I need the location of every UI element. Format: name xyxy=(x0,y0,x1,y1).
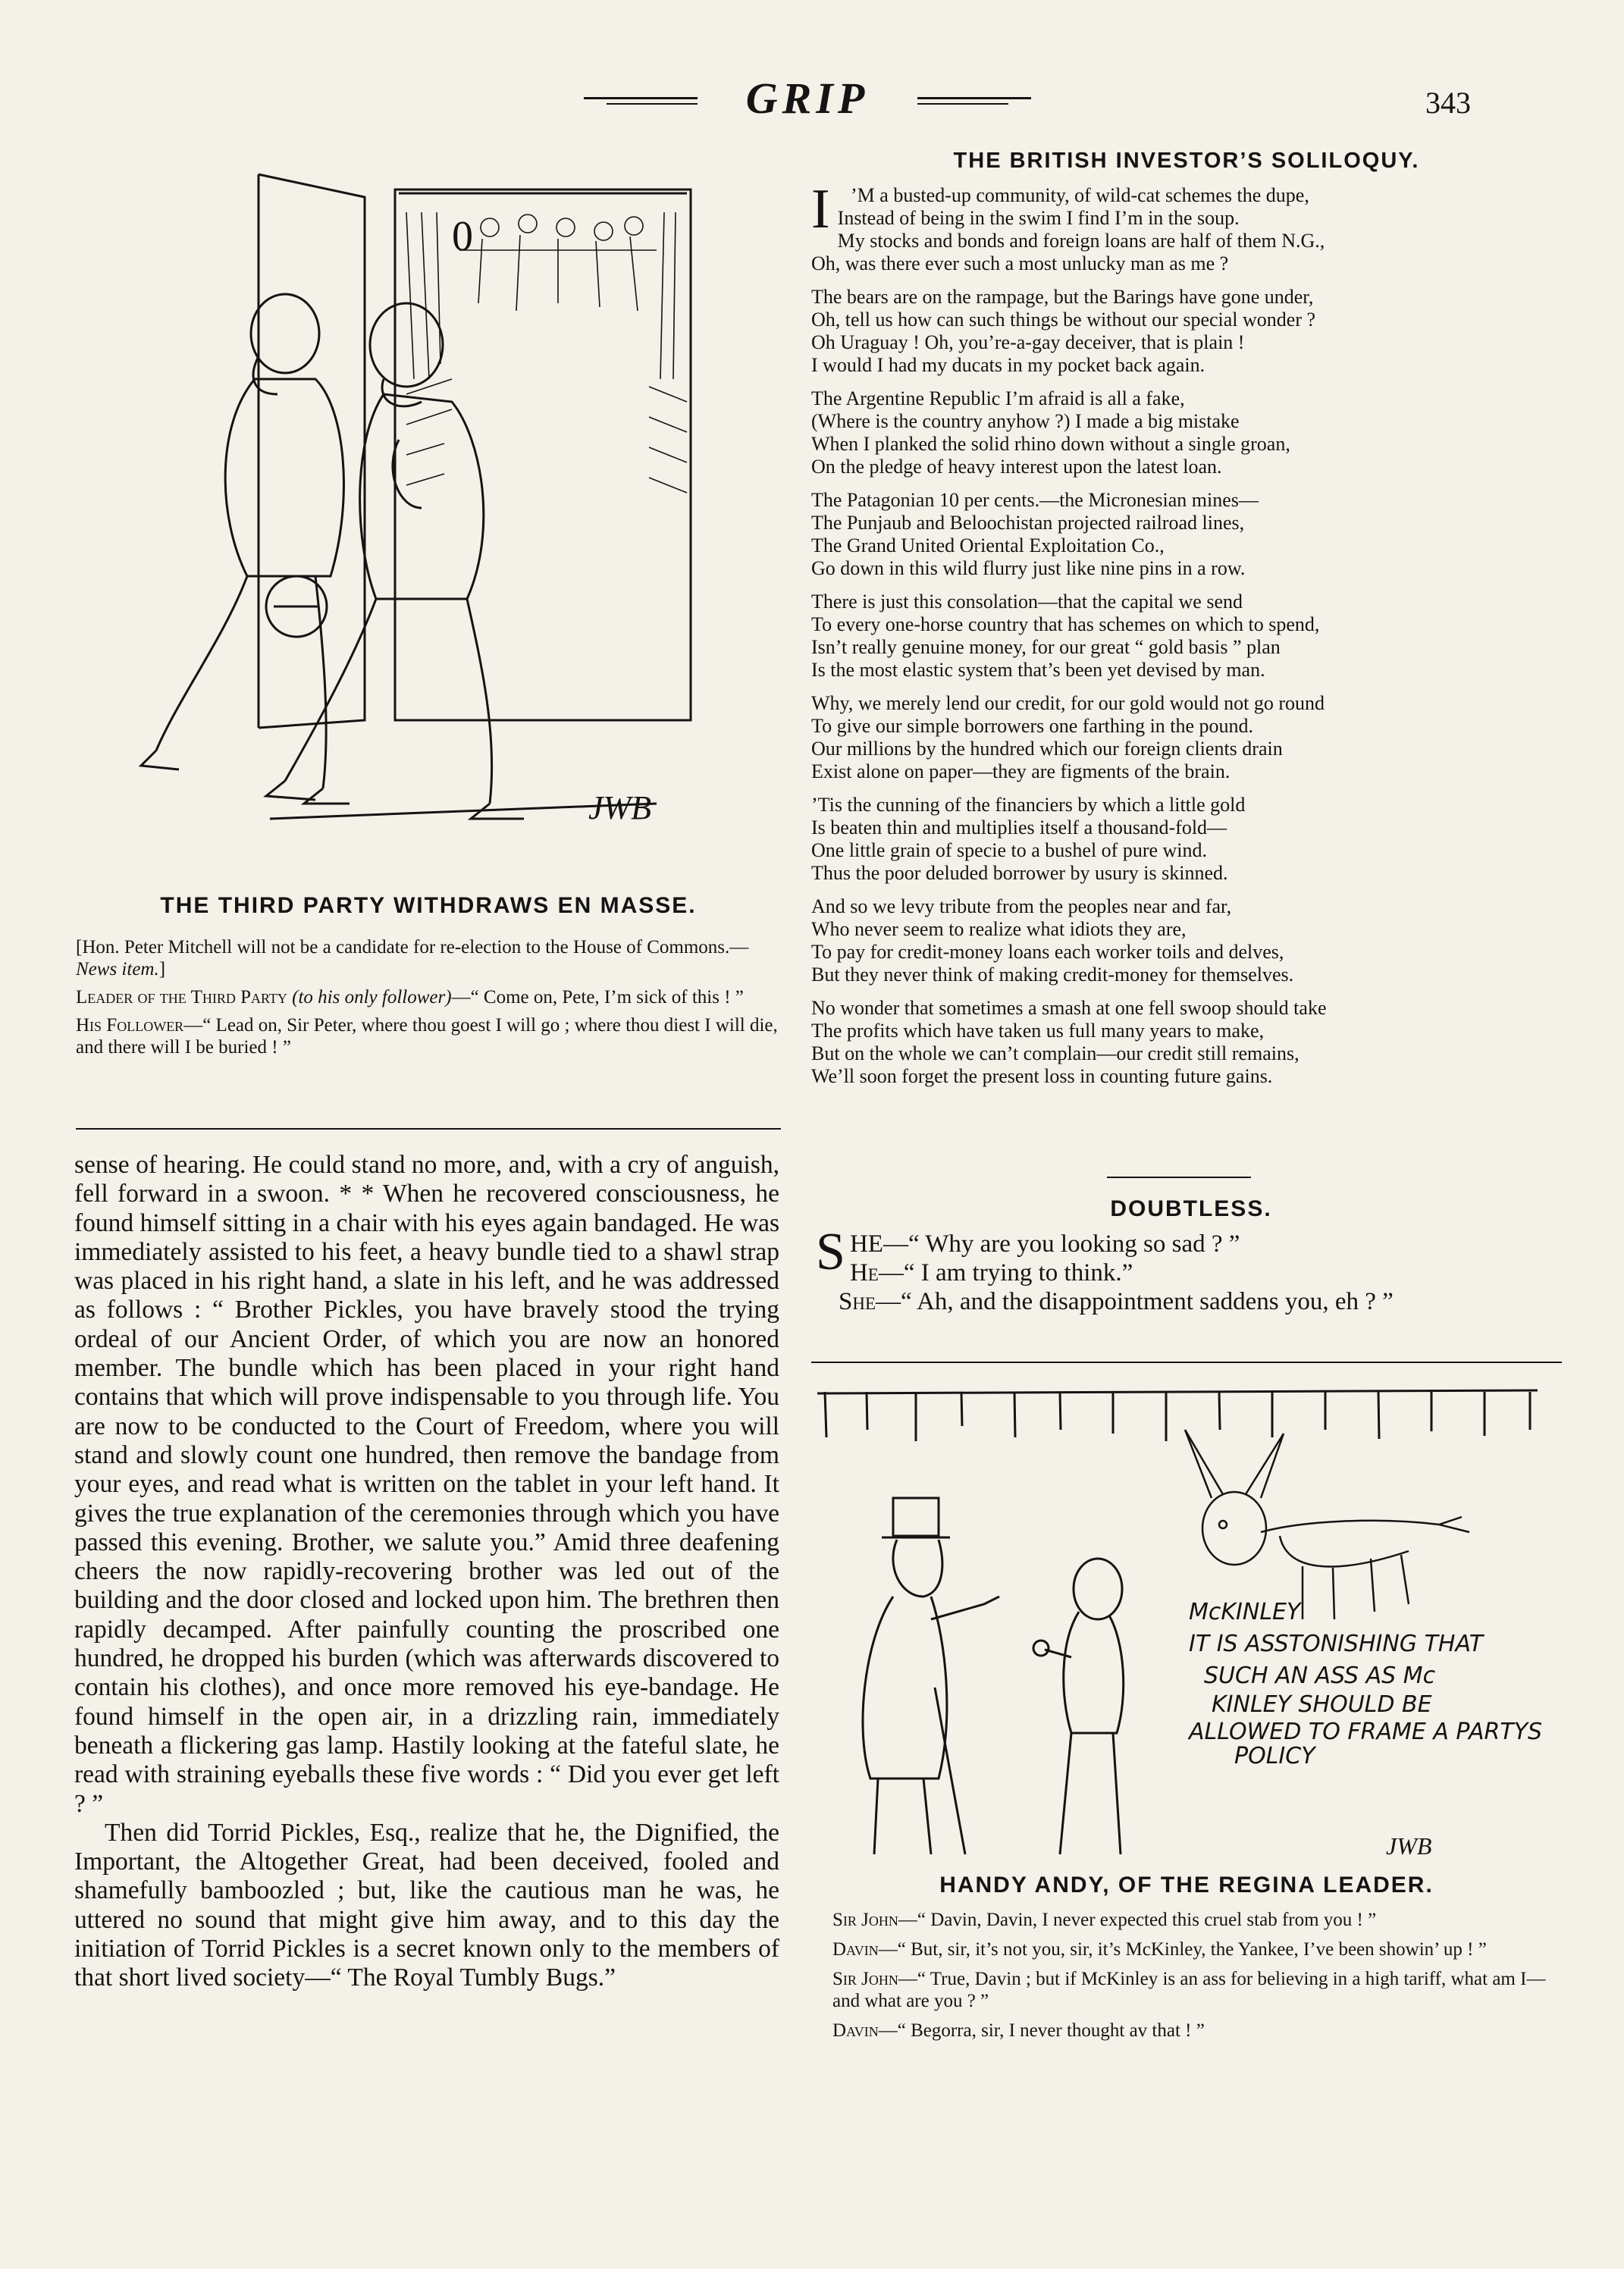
caption-line xyxy=(832,1968,1560,2012)
cartoon-handy-andy-title: HANDY ANDY, OF THE REGINA LEADER. xyxy=(939,1873,1434,1898)
poem-stanza xyxy=(811,387,1562,478)
page-number: 343 xyxy=(1425,86,1471,120)
caption-speaker: Davin xyxy=(832,2020,879,2041)
caption-leader: Leader of the Third Party (to his only follower)—“ Come on, Pete, I’m sick of this ! ” xyxy=(76,987,744,1008)
door-panel xyxy=(259,174,365,728)
chalk-writing xyxy=(1187,1599,1542,1769)
poem-line: Go down in this wild flurry just like nine pins in a row. xyxy=(811,557,1246,579)
poem-line: The Patagonian 10 per cents.—the Micronesian mines— xyxy=(811,489,1259,511)
poem-line: My stocks and bonds and foreign loans are half of them N.G., xyxy=(837,230,1325,252)
poem-stanza xyxy=(811,591,1562,682)
poem-line: Who never seem to realize what idiots they are, xyxy=(811,918,1187,940)
caption-text: —“ True, Davin ; but if McKinley is an ass for believing in a high tariff, what am I—and what are you ? ” xyxy=(832,1969,1546,2011)
cartoon-third-party-title: THE THIRD PARTY WITHDRAWS EN MASSE. xyxy=(160,893,697,918)
masthead-rule-right xyxy=(917,97,1031,99)
caption-text: —“ Begorra, sir, I never thought av that ! ” xyxy=(878,2020,1205,2041)
doubtless-section xyxy=(816,1196,1566,1316)
poem-line: And so we levy tribute from the peoples near and far, xyxy=(811,895,1232,917)
poem-line: The Argentine Republic I’m afraid is all a fake, xyxy=(811,387,1185,409)
chalk-line: KINLEY SHOULD BE xyxy=(1212,1691,1432,1718)
poem-title: THE BRITISH INVESTOR’S SOLILOQUY. xyxy=(953,149,1420,173)
story-paragraph: Then did Torrid Pickles, Esq., realize that he, the Dignified, the Important, the Altogether Great, had been deceived, fooled and shamefully bamboozled ; but, like the cautious man he was, he uttered no sound that might give him away, and to this day the initiation of Torrid Pickles is a secret known only to the members of that short lived society—“ The Royal Tumbly Bugs.” xyxy=(74,1818,779,1992)
door-mark: 0 xyxy=(452,213,473,260)
cartoon-third-party-caption xyxy=(76,936,781,1064)
masthead-title: GRIP xyxy=(745,74,870,123)
story-column xyxy=(74,1151,779,1993)
poem-line: There is just this consolation—that the capital we send xyxy=(811,591,1243,613)
caption-text: —“ Davin, Davin, I never expected this cruel stab from you ! ” xyxy=(898,1910,1377,1930)
poem-line: (Where is the country anyhow ?) I made a big mistake xyxy=(811,410,1240,432)
poem-line: To every one-horse country that has schemes on which to spend, xyxy=(811,613,1320,635)
poem-line: The profits which have taken us full many years to make, xyxy=(811,1020,1265,1042)
doubtless-title: DOUBTLESS. xyxy=(1110,1196,1272,1221)
poem-line: Our millions by the hundred which our foreign clients drain xyxy=(811,738,1283,760)
cartoon-handy-andy-caption xyxy=(832,1909,1560,2049)
cartoon-signature: JWB xyxy=(588,789,652,826)
poem-stanza xyxy=(811,794,1562,885)
poem-line: Is the most elastic system that’s been yet devised by man. xyxy=(811,659,1265,681)
caption-line xyxy=(832,1938,1560,1960)
poem-line: We’ll soon forget the present loss in counting future gains. xyxy=(811,1065,1273,1087)
cartoon-third-party-drawing xyxy=(133,152,770,910)
crowd-hatching xyxy=(406,212,687,493)
poem-stanza xyxy=(811,692,1562,783)
poem-stanza xyxy=(811,997,1562,1088)
dialogue-line: SHE—“ Why are you looking so sad ? ” xyxy=(816,1223,1240,1281)
divider-rule xyxy=(811,1362,1562,1363)
follower-figure xyxy=(141,294,350,804)
dialogue-line: She—“ Ah, and the disappointment saddens you, eh ? ” xyxy=(839,1288,1394,1315)
poem-line: To pay for credit-money loans each worker toils and delves, xyxy=(811,941,1284,963)
caption-follower: His Follower—“ Lead on, Sir Peter, where thou goest I will go ; where thou diest I will die, and there will I be buried ! ” xyxy=(76,1015,778,1058)
caption-note: [Hon. Peter Mitchell will not be a candidate for re-election to the House of Commons.—News item.] xyxy=(76,937,749,979)
poem-stanzas xyxy=(811,286,1562,1088)
short-divider xyxy=(1107,1177,1251,1178)
poem-line: To give our simple borrowers one farthing in the pound. xyxy=(811,715,1254,737)
story-paragraph: sense of hearing. He could stand no more, and, with a cry of anguish, fell forward in a swoon. * * When he recovered consciousness, he found himself sitting in a chair with his eyes again bandaged. He was immediately assisted to his feet, a heavy bundle tied to a shawl strap was placed in his right hand, a slate in his left, and he was addressed as follows : “ Brother Pickles, you have bravely stood the trying ordeal of our Ancient Order, of which you are now an honored member. The bundle which has been placed in your right hand contains that which will prove indispensable to you through life. You are now to be conducted to the Court of Freedom, where you will stand and slowly count one hundred, then remove the bandage from your eyes, and read what is written on the tablet in your left hand. It gives the true explanation of the ceremonies through which you have passed this evening. Brother, we salute you.” Amid three deafening cheers the now rapidly-recovering brother was led out of the building and the door closed and locked upon him. The brethren then rapidly decamped. After painfully counting the proscribed one hundred, he dropped his burden (which was afterwards discovered to contain his clothes), and once more removed his eye-bandage. He found himself in the open air, in a drizzling rain, immediately beneath a flickering gas lamp. Hastily looking at the fateful slate, he read with straining eyeballs these five words : “ Did you ever get left ? ” xyxy=(74,1151,779,1818)
poem-line: Exist alone on paper—they are figments of the brain. xyxy=(811,760,1231,782)
poem-line: Isn’t really genuine money, for our great “ gold basis ” plan xyxy=(811,636,1281,658)
dialogue-line: He—“ I am trying to think.” xyxy=(849,1259,1133,1286)
davin-figure xyxy=(1033,1559,1124,1854)
poem-line: The bears are on the rampage, but the Barings have gone under, xyxy=(811,286,1314,308)
donkey-drawing xyxy=(1185,1430,1469,1619)
chalk-line: SUCH AN ASS AS Mc xyxy=(1204,1663,1436,1689)
poem-line: Oh Uraguay ! Oh, you’re-a-gay deceiver, that is plain ! xyxy=(811,331,1245,353)
caption-line xyxy=(832,1909,1560,1931)
masthead-rule-left-2 xyxy=(607,103,698,105)
poem-line: On the pledge of heavy interest upon the latest loan. xyxy=(811,456,1222,478)
poem-stanza xyxy=(811,895,1562,986)
caption-speaker: Sir John xyxy=(832,1910,898,1930)
poem-line: Is beaten thin and multiplies itself a thousand-fold— xyxy=(811,816,1227,838)
chalk-line: IT IS ASSTONISHING THAT xyxy=(1189,1631,1484,1657)
poem-column xyxy=(811,149,1562,1098)
masthead-rule-left xyxy=(584,97,698,99)
caption-text: —“ But, sir, it’s not you, sir, it’s McKinley, the Yankee, I’ve been showin’ up ! ” xyxy=(878,1939,1487,1960)
chalk-line: POLICY xyxy=(1234,1743,1315,1769)
poem-line: But they never think of making credit-money for themselves. xyxy=(811,964,1294,986)
poem-stanza xyxy=(811,489,1562,580)
doubtless-dialogue xyxy=(816,1223,1566,1316)
poem-line: Instead of being in the swim I find I’m in the soup. xyxy=(837,207,1240,229)
poem-line: But on the whole we can’t complain—our credit still remains, xyxy=(811,1042,1300,1064)
poem-line: The Punjaub and Beloochistan projected railroad lines, xyxy=(811,512,1245,534)
caption-line xyxy=(832,2020,1560,2042)
masthead xyxy=(561,73,1054,133)
poem-stanza xyxy=(811,286,1562,377)
chalk-line: ALLOWED TO FRAME A PARTYS xyxy=(1189,1719,1543,1745)
caption-speaker: Sir John xyxy=(832,1969,898,1989)
poem-line: I would I had my ducats in my pocket back again. xyxy=(811,354,1205,376)
chalk-line: McKINLEY xyxy=(1189,1599,1301,1625)
poem-line: When I planked the solid rhino down without a single groan, xyxy=(811,433,1290,455)
cartoon-handy-andy-drawing xyxy=(810,1369,1565,1869)
sir-john-figure xyxy=(863,1498,999,1854)
poem-line: No wonder that sometimes a smash at one fell swoop should take xyxy=(811,997,1327,1019)
caption-speaker: Davin xyxy=(832,1939,879,1960)
poem-line: Thus the poor deluded borrower by usury is skinned. xyxy=(811,862,1228,884)
cartoon-handy-andy xyxy=(810,1369,1565,1869)
poem-line: ’Tis the cunning of the financiers by which a little gold xyxy=(811,794,1246,816)
poem-line: One little grain of specie to a bushel of pure wind. xyxy=(811,839,1208,861)
cartoon-signature: JWB xyxy=(1386,1832,1432,1860)
poem-dropcap: I xyxy=(811,178,830,240)
poem-line: Oh, tell us how can such things be without our special wonder ? xyxy=(811,309,1316,331)
poem-line: The Grand United Oriental Exploitation Co., xyxy=(811,534,1165,556)
poem-line: ’M a busted-up community, of wild-cat schemes the dupe, xyxy=(851,184,1309,206)
cartoon-third-party xyxy=(133,152,770,910)
poem-stanza-first xyxy=(811,178,1562,275)
poem-line: Why, we merely lend our credit, for our gold would not go round xyxy=(811,692,1325,714)
divider-rule xyxy=(76,1128,781,1130)
masthead-rule-right-2 xyxy=(917,103,1008,105)
poem-line: Oh, was there ever such a most unlucky man as me ? xyxy=(811,252,1229,274)
fence-posts xyxy=(825,1392,1530,1441)
